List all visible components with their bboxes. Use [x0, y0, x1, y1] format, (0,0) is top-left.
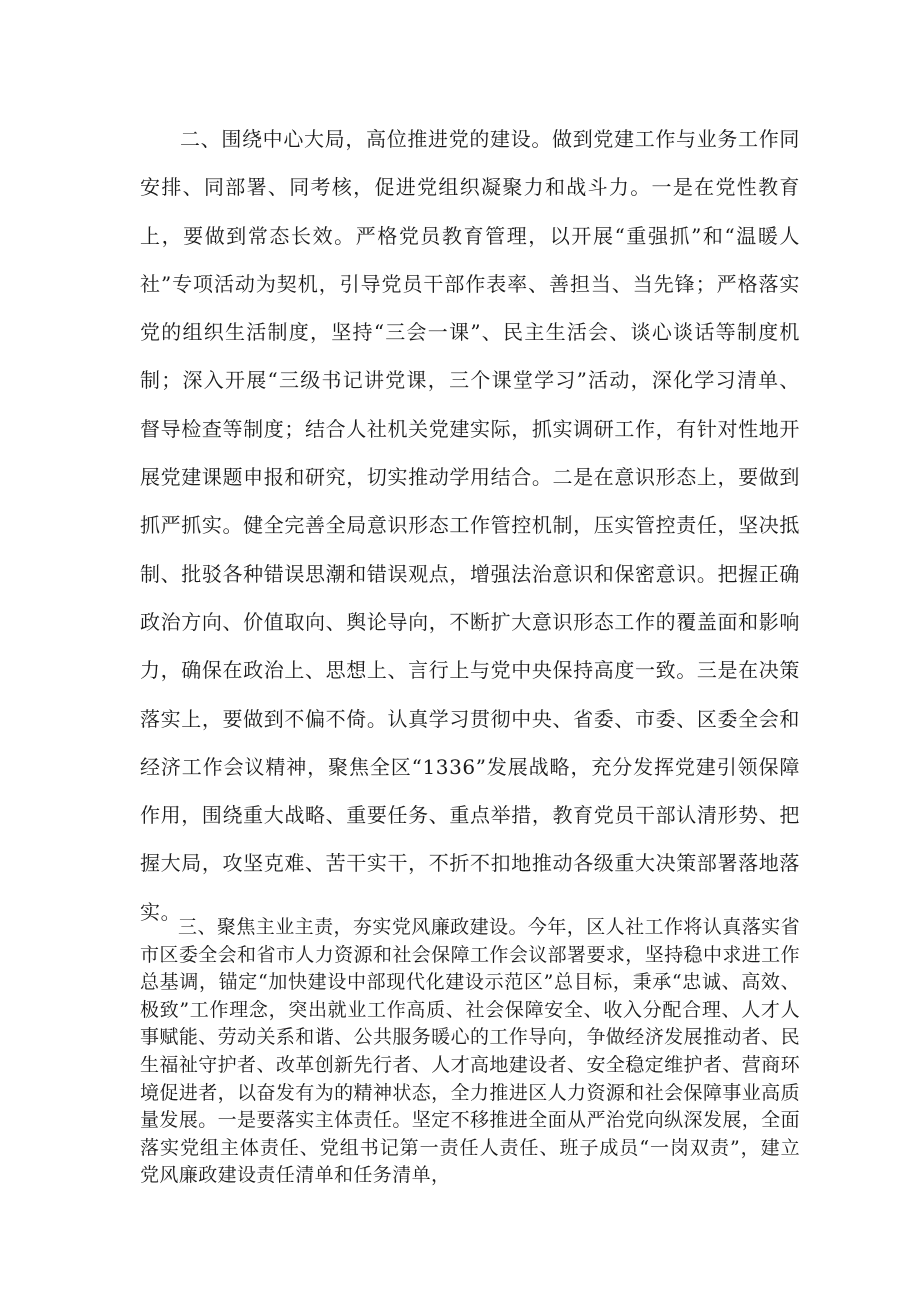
paragraph-section-2: 二、围绕中心大局，高位推进党的建设。做到党建工作与业务工作同安排、同部署、同考核，促进党组织凝聚力和战斗力。一是在党性教育上，要做到常态长效。严格党员教育管理，以开展“重强抓”和“温暖人社”专项活动为契机，引导党员干部作表率、善担当、当先锋；严格落实党的组织生活制度，坚持“三会一课”、民主生活会、谈心谈话等制度机制；深入开展“三级书记讲党课，三个课堂学习”活动，深化学习清单、督导检查等制度；结合人社机关党建实际，抓实调研工作，有针对性地开展党建课题申报和研究，切实推动学用结合。二是在意识形态上，要做到抓严抓实。健全完善全局意识形态工作管控机制，压实管控责任，坚决抵制、批驳各种错误思潮和错误观点，增强法治意识和保密意识。把握正确政治方向、价值取向、舆论导向，不断扩大意识形态工作的覆盖面和影响力，确保在政治上、思想上、言行上与党中央保持高度一致。三是在决策落实上，要做到不偏不倚。认真学习贯彻中央、省委、市委、区委全会和经济工作会议精神，聚焦全区“1336”发展战略，充分发挥党建引领保障作用，围绕重大战略、重要任务、重点举措，教育党员干部认清形势、把握大局，攻坚克难、苦干实干，不折不扣地推动各级重大决策部署落地落实。 — [140, 127, 800, 924]
paragraph-section-3: 三、聚焦主业主责，夯实党风廉政建设。今年，区人社工作将认真落实省市区委全会和省市人力资源和社会保障工作会议部署要求，坚持稳中求进工作总基调，锚定“加快建设中部现代化建设示范区”总目标，秉承“忠诚、高效、极致”工作理念，突出就业工作高质、社会保障安全、收入分配合理、人才人事赋能、劳动关系和谐、公共服务暖心的工作导向，争做经济发展推动者、民生福祉守护者、改革创新先行者、人才高地建设者、安全稳定维护者、营商环境促进者，以奋发有为的精神状态，全力推进区人力资源和社会保障事业高质量发展。一是要落实主体责任。坚定不移推进全面从严治党向纵深发展，全面落实党组主体责任、党组书记第一责任人责任、班子成员“一岗双责”，建立党风廉政建设责任清单和任务清单， — [140, 916, 800, 1187]
